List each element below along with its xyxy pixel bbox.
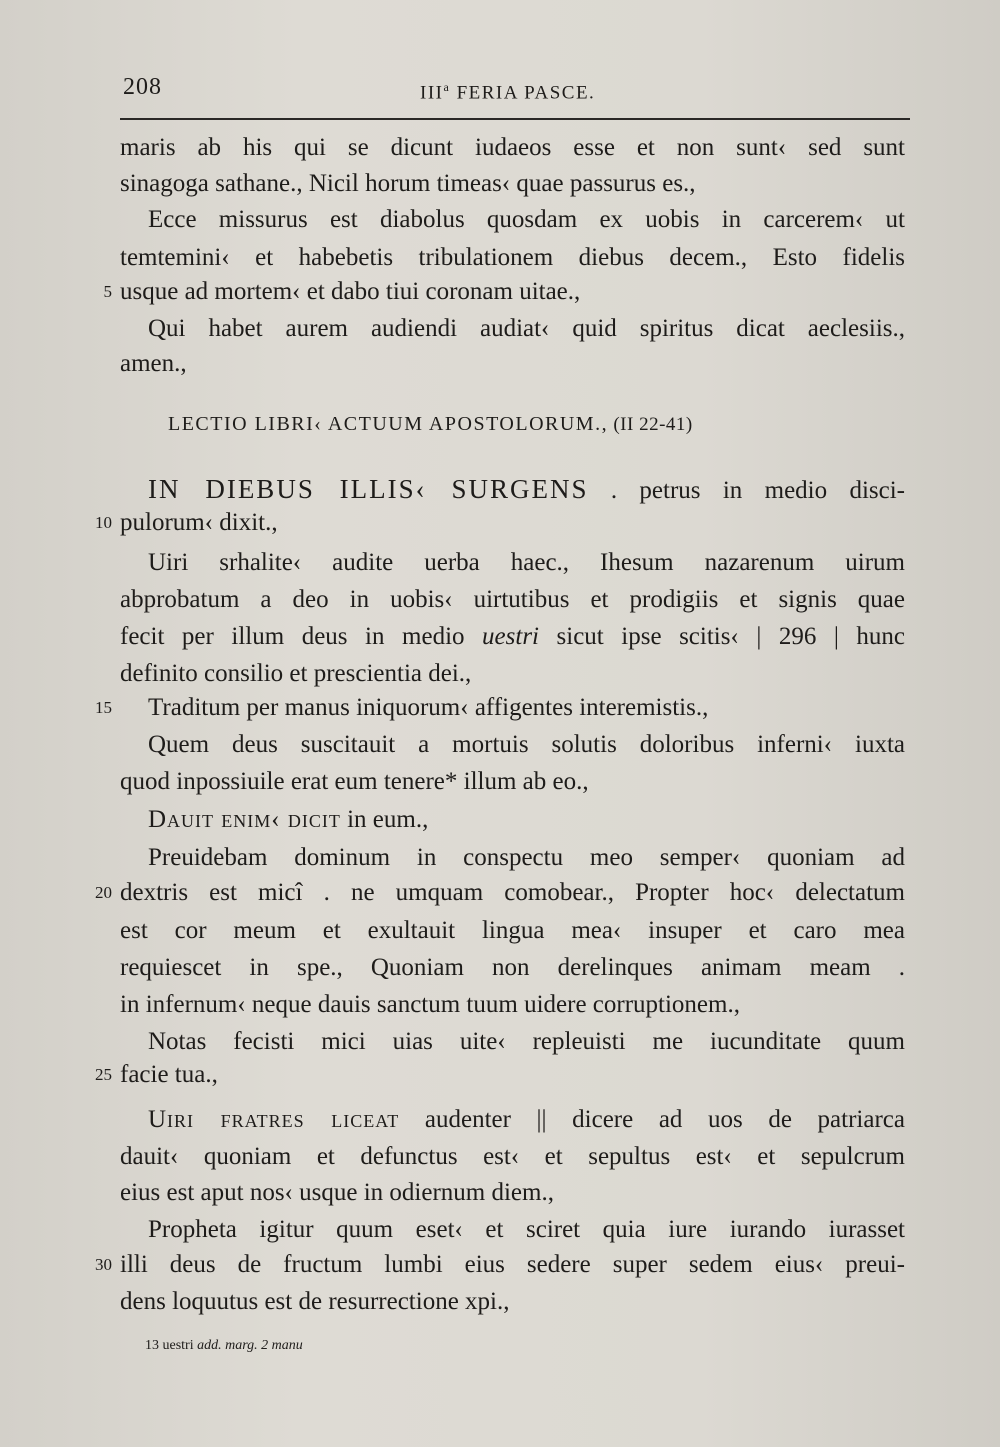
text-line: sinagoga sathane., Nicil horum timeas‹ quae passurus es., <box>120 170 696 197</box>
page-number: 208 <box>123 74 162 100</box>
line-number: 20 <box>95 883 112 902</box>
text-line: amen., <box>120 350 187 377</box>
text-line: eius est aput nos‹ usque in odiernum diem., <box>120 1179 554 1206</box>
text-line: illi deus de fructum lumbi eius sedere super sedem eius‹ preui- <box>120 1251 905 1278</box>
text-line: Preuidebam dominum in conspectu meo semper‹ quoniam ad <box>148 844 905 871</box>
line-number: 15 <box>95 698 112 717</box>
text-line: facie tua., <box>120 1061 218 1088</box>
text-line: est cor meum et exultauit lingua mea‹ insuper et caro mea <box>120 917 905 944</box>
text-line: dauit‹ quoniam et defunctus est‹ et sepultus est‹ et sepulcrum <box>120 1143 905 1170</box>
text-line: temtemini‹ et habebetis tribulationem diebus decem., Esto fidelis <box>120 244 905 271</box>
text-line: Uiri srhalite‹ audite uerba haec., Ihesum nazarenum uirum <box>148 549 905 576</box>
text-line: Qui habet aurem audiendi audiat‹ quid spiritus dicat aeclesiis., <box>148 315 905 342</box>
text-line: abprobatum a deo in uobis‹ uirtutibus et prodigiis et signis quae <box>120 586 905 613</box>
line-number: 10 <box>95 513 112 532</box>
text-line: IN DIEBUS ILLIS‹ SURGENS . petrus in medio disci- <box>148 474 906 504</box>
header-rule <box>120 118 910 120</box>
line-number: 30 <box>95 1255 112 1274</box>
text-line: in infernum‹ neque dauis sanctum tuum uidere corruptionem., <box>120 991 740 1018</box>
text-line: Uiri fratres liceat audenter || dicere ad uos de patriarca <box>148 1106 905 1133</box>
text-line: quod inpossiuile erat eum tenere* illum ab eo., <box>120 768 589 795</box>
text-line: maris ab his qui se dicunt iudaeos esse et non sunt‹ sed sunt <box>120 134 905 161</box>
text-line: fecit per illum deus in medio uestri sicut ipse scitis‹ | 296 | hunc <box>120 623 906 650</box>
footnote: 13 uestri add. marg. 2 manu <box>145 1338 303 1353</box>
lectio-heading: LECTIO LIBRI‹ ACTUUM APOSTOLORUM., (II 22-41) <box>168 413 693 435</box>
line-number: 5 <box>103 282 112 301</box>
line-number: 25 <box>95 1065 112 1084</box>
text-line: pulorum‹ dixit., <box>120 509 278 536</box>
text-line: usque ad mortem‹ et dabo tiui coronam uitae., <box>120 278 581 305</box>
text-line: dens loquutus est de resurrectione xpi., <box>120 1288 510 1315</box>
text-line: dextris est micî . ne umquam comobear., Propter hoc‹ delectatum <box>120 879 905 906</box>
text-line: Quem deus suscitauit a mortuis solutis doloribus inferni‹ iuxta <box>148 731 905 758</box>
text-line: Traditum per manus iniquorum‹ affigentes interemistis., <box>148 694 709 721</box>
text-line: requiescet in spe., Quoniam non derelinques animam meam . <box>120 954 905 981</box>
text-line: Ecce missurus est diabolus quosdam ex uobis in carcerem‹ ut <box>148 206 905 233</box>
text-line: definito consilio et prescientia dei., <box>120 660 472 687</box>
running-head: III$^a$ FERIA PASCE. <box>420 80 596 104</box>
text-line: Propheta igitur quum eset‹ et sciret quia iure iurando iurasset <box>148 1216 905 1243</box>
text-line: Notas fecisti mici uias uite‹ repleuisti me iucunditate quum <box>148 1028 905 1055</box>
text-line: Dauit enim‹ dicit in eum., <box>148 806 429 833</box>
page-header <box>120 74 910 110</box>
